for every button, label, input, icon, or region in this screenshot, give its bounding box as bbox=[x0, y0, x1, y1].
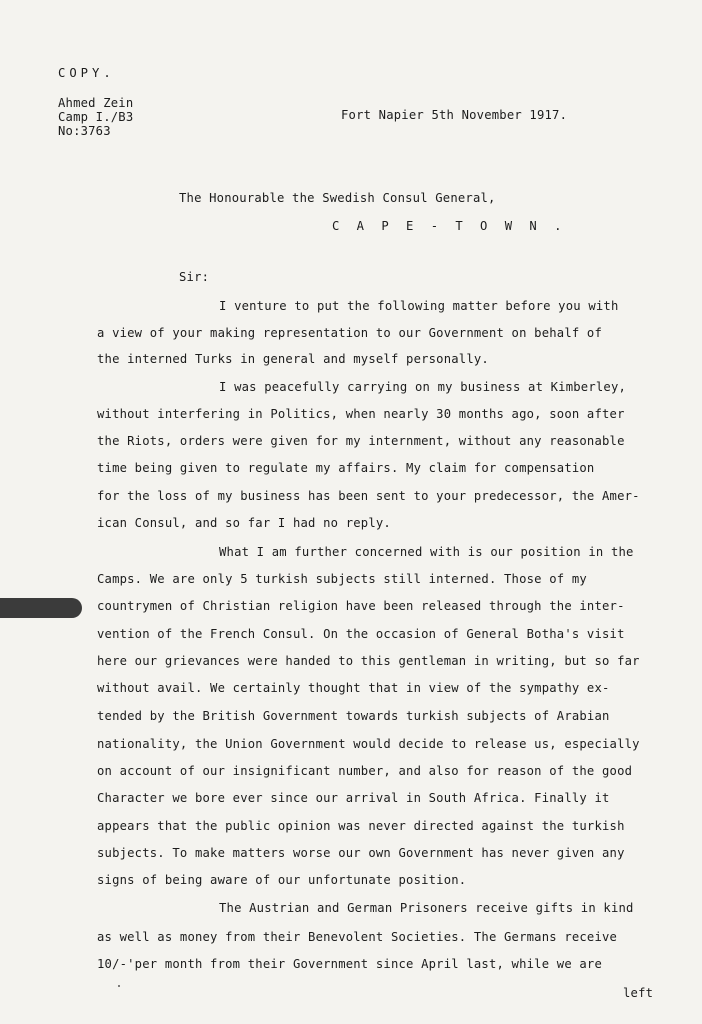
body-line: signs of being aware of our unfortunate position. bbox=[97, 873, 467, 887]
body-line: I venture to put the following matter before you with bbox=[219, 299, 619, 313]
salutation: Sir: bbox=[179, 270, 210, 284]
body-line: as well as money from their Benevolent Societies. The Germans receive bbox=[97, 930, 618, 944]
body-line: without avail. We certainly thought that in view of the sympathy ex- bbox=[97, 681, 610, 695]
catchword: left bbox=[623, 986, 654, 1000]
body-line: a view of your making representation to our Government on behalf of bbox=[97, 326, 603, 340]
sender-camp: Camp I./B3 bbox=[58, 110, 134, 124]
body-line: 10/-'per month from their Government since April last, while we are bbox=[97, 957, 603, 971]
sender-number: No:3763 bbox=[58, 124, 111, 138]
body-line: tended by the British Government towards turkish subjects of Arabian bbox=[97, 709, 610, 723]
body-line: subjects. To make matters worse our own Government has never given any bbox=[97, 846, 625, 860]
body-line: the interned Turks in general and myself personally. bbox=[97, 352, 489, 366]
body-line: I was peacefully carrying on my business at Kimberley, bbox=[219, 380, 627, 394]
body-line: the Riots, orders were given for my internment, without any reasonable bbox=[97, 434, 625, 448]
sender-name: Ahmed Zein bbox=[58, 96, 134, 110]
body-line: Character we bore ever since our arrival in South Africa. Finally it bbox=[97, 791, 610, 805]
ink-speck bbox=[118, 985, 120, 987]
body-line: appears that the public opinion was never directed against the turkish bbox=[97, 819, 625, 833]
body-line: here our grievances were handed to this gentleman in writing, but so far bbox=[97, 654, 640, 668]
page-side-tab bbox=[0, 598, 82, 618]
body-line: Camps. We are only 5 turkish subjects still interned. Those of my bbox=[97, 572, 587, 586]
copy-mark: COPY. bbox=[58, 66, 115, 80]
body-line: without interfering in Politics, when nearly 30 months ago, soon after bbox=[97, 407, 625, 421]
place-date: Fort Napier 5th November 1917. bbox=[341, 108, 568, 122]
body-line: What I am further concerned with is our position in the bbox=[219, 545, 634, 559]
addressee-line-2: C A P E - T O W N . bbox=[332, 219, 567, 233]
body-line: countrymen of Christian religion have been released through the inter- bbox=[97, 599, 625, 613]
body-line: ican Consul, and so far I had no reply. bbox=[97, 516, 391, 530]
body-line: The Austrian and German Prisoners receive gifts in kind bbox=[219, 901, 634, 915]
body-line: vention of the French Consul. On the occasion of General Botha's visit bbox=[97, 627, 625, 641]
body-line: on account of our insignificant number, and also for reason of the good bbox=[97, 764, 633, 778]
body-line: time being given to regulate my affairs. My claim for compensation bbox=[97, 461, 595, 475]
addressee-line-1: The Honourable the Swedish Consul General, bbox=[179, 191, 496, 205]
body-line: for the loss of my business has been sent to your predecessor, the Amer- bbox=[97, 489, 640, 503]
body-line: nationality, the Union Government would decide to release us, especially bbox=[97, 737, 640, 751]
